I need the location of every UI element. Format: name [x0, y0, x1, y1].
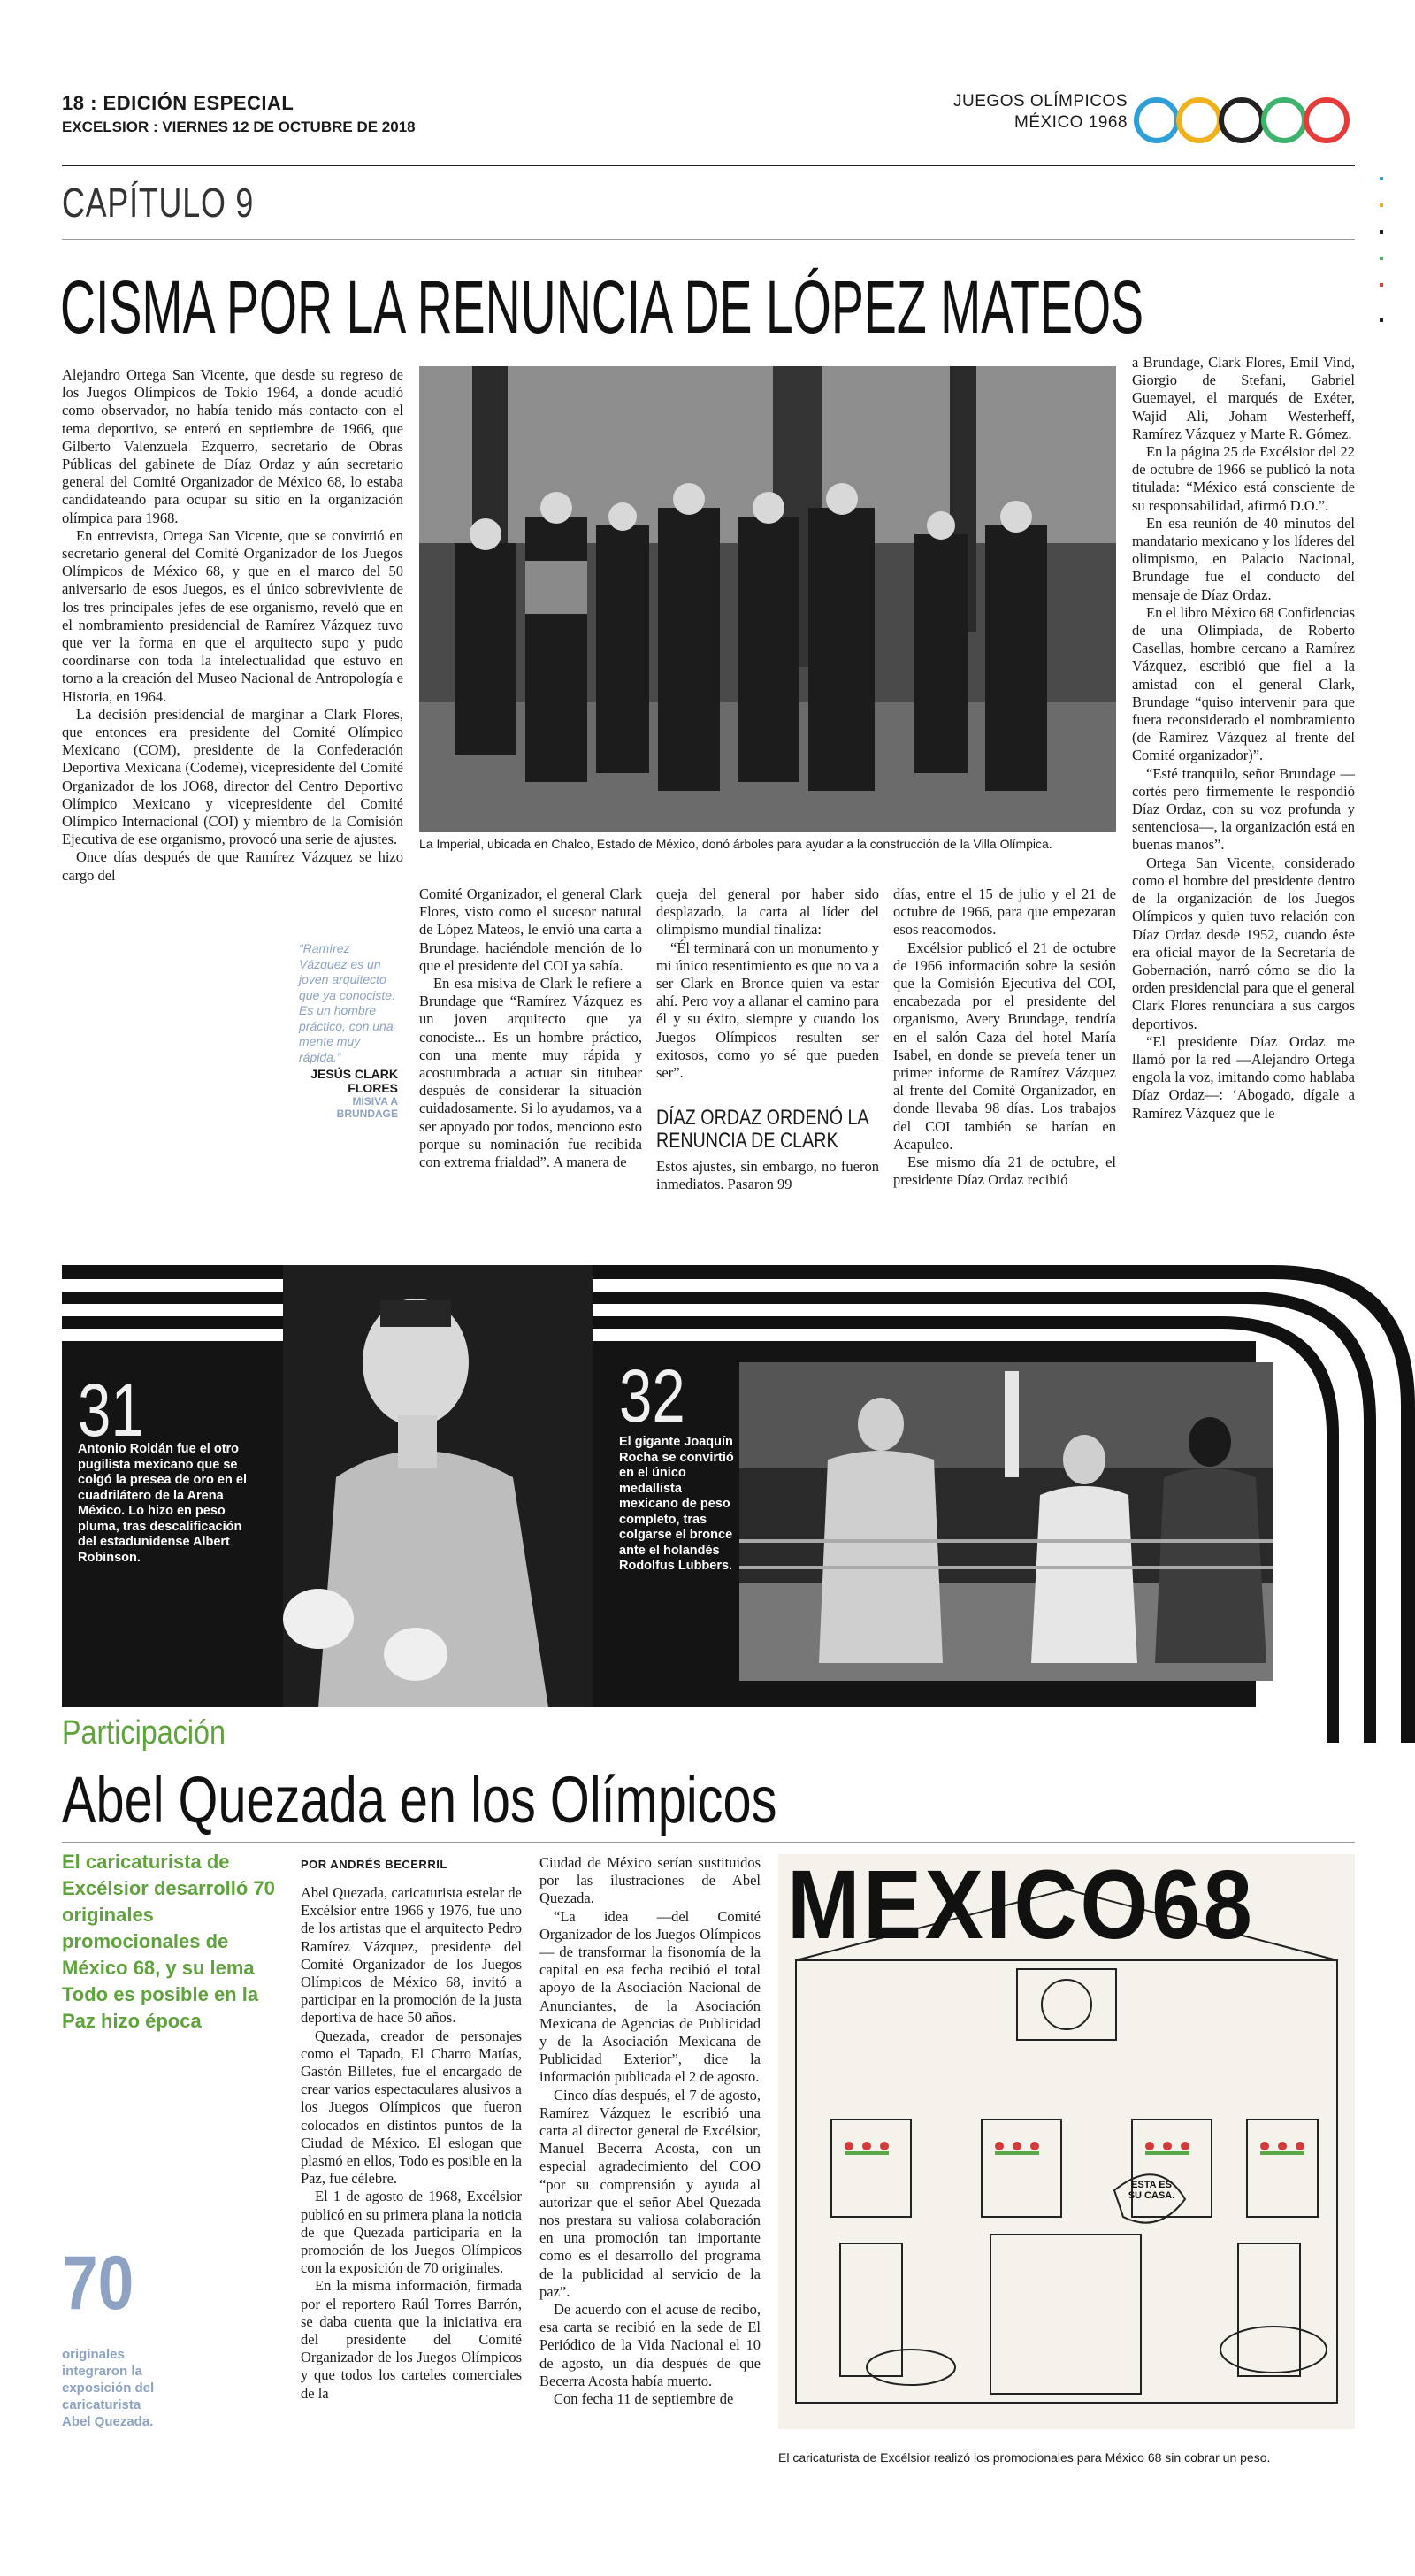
main-headline: CISMA POR LA RENUNCIA DE LÓPEZ MATEOS [60, 265, 1144, 349]
main-photo [419, 366, 1116, 832]
paragraph: De acuerdo con el acuse de recibo, esa carta se recibió en la sede de El Periódico de la Vida Nacional el 10 de agosto, un día después de que Becerra Acosta había muerto. [539, 2301, 761, 2389]
mexico68-poster [778, 1854, 1355, 2429]
paragraph: “El presidente Díaz Ordaz me llamó por la red —Alejandro Ortega engola la voz, imitando como hablaba Díaz Ordaz—: ‘Abogado, dígale a Ramírez Vázquez que le [1132, 1032, 1355, 1122]
header-section-label: 18 : EDICIÓN ESPECIAL [62, 92, 294, 114]
pullquote [299, 941, 398, 1120]
item32-number: 32 [619, 1354, 685, 1438]
byline: POR ANDRÉS BECERRIL [301, 1858, 447, 1871]
section2-headline: Abel Quezada en los Olímpicos [62, 1763, 777, 1836]
stat-text: originales integraron la exposición del caricaturista Abel Quezada. [62, 2347, 155, 2429]
paragraph: a Brundage, Clark Flores, Emil Vind, Giorgio de Stefani, Gabriel Guemayel, el marqués de Exéter, Wajid Ali, Joham Westerheff, Ramírez Vázquez y Marte R. Gómez. [1132, 354, 1355, 442]
item31-text: Antonio Roldán fue el otro pugilista mexicano que se colgó la presea de oro en el cuadrilátero de la Arena México. Lo hizo en peso pluma, tras descalificación del estadunidense Albert Robinson. [78, 1442, 247, 1565]
paragraph: Ortega San Vicente, considerado como el hombre del presidente dentro de la organización de los Juegos Olímpicos y quien tuvo relación con Díaz Ordaz desde 1952, cuando éste era oficial mayor de la Secretaría de Gobernación, narró cómo se dio la orden presidencial para que el general Clark Flores renunciara a sus cargos deportivos. [1132, 854, 1355, 1032]
paragraph: Cinco días después, el 7 de agosto, Ramírez Vázquez le escribió una carta al director general de Excélsior, Manuel Becerra Acosta, con un especial agradecimiento del COO “por su comprensión y ayuda al autorizar que el señor Abel Quezada nos prestara su valiosa colaboración en una promoción tan importante como es el desarrollo del programa de la publicidad al servicio de la paz”. [539, 2086, 761, 2300]
section2-kicker: Participación [62, 1714, 226, 1752]
header-brand-line2: MÉXICO 1968 [1014, 113, 1128, 132]
ring-yellow [1176, 97, 1222, 143]
forest-scene-illustration [419, 366, 1116, 832]
section2-column-a [301, 1884, 522, 2530]
paragraph: En esa reunión de 40 minutos del mandatario mexicano y los líderes del olimpismo, en Palacio Nacional, Brundage fue el conducto del mensaje de Díaz Ordaz. [1132, 514, 1355, 603]
paragraph: Excélsior publicó el 21 de octubre de 1966 información sobre la sesión que la Comisión Ejecutiva del COI, encabezada por el presidente del organismo, Avery Brundage, tendría en el salón Caza del hotel María Isabel, en donde se preveía tener un primer informe de Ramírez Vázquez al frente del Comité Organizador, en donde llevaba 98 días. Los trabajos del COI también se harían en Acapulco. [893, 939, 1116, 1153]
paragraph: Comité Organizador, el general Clark Flores, visto como el sucesor natural de López Mateos, le envió una carta a Brundage, haciéndole mención de lo que el presidente del COI ya sabía. [419, 886, 642, 974]
pullquote-name: JESÚS CLARK FLORES [310, 1067, 398, 1095]
section2-column-b [539, 1854, 761, 2530]
paragraph: Quezada, creador de personajes como el Tapado, El Charro Matías, Gastón Billetes, fue el encargado de crear varios espectaculares alusivos a los Juegos Olímpicos que fueron colocados en distintos puntos de la Ciudad de México. El eslogan que plasmó en ellos, Todo es posible en la Paz, fue célebre. [301, 2027, 522, 2188]
item31-number: 31 [78, 1368, 144, 1452]
paragraph: En la misma información, firmada por el reportero Raúl Torres Barrón, se daba cuenta que la iniciativa era del presidente del Comité Organizador de los Juegos Olímpicos y que todos los carteles comerciales de la [301, 2277, 522, 2402]
section2-rule [62, 1842, 1355, 1843]
paragraph: Alejandro Ortega San Vicente, que desde su regreso de los Juegos Olímpicos de Tokio 1964, a donde acudió como observador, no había tenido más contacto con el tema deportivo, se enteró en septiembre de 1966, que Gilberto Valenzuela Ezquerro, secretario de Obras Públicas del gabinete de Díaz Ordaz y aún secretario general del Comité Organizador de México 68, lo estaba candidateando para ocupar su sitio en la organización olímpica para 1968. [62, 366, 403, 526]
paragraph: queja del general por haber sido desplazado, la carta al líder del olimpismo mundial finaliza: [656, 886, 879, 939]
pullquote-role: MISIVA A BRUNDAGE [336, 1095, 398, 1120]
article-column-6 [1132, 354, 1355, 1211]
paragraph: En el libro México 68 Confidencias de una Olimpiada, de Roberto Casellas, hombre cercano a Ramírez Vázquez, escribió que fiel a la amistad con el general Clark, Brundage “quiso intervenir para que fuera reconsiderado el nombramiento (de Ramírez Vázquez al frente del Comité organizador)”. [1132, 603, 1355, 764]
paragraph: “Él terminará con un monumento y mi único resentimiento es que no va a ser Clark en Bronce quien va estar ahí. Pero voy a allanar el camino para él y su éxito, siempre y cuando los Juegos Olímpicos resulten ser exitosos, como yo sé que pueden ser”. [656, 939, 879, 1082]
article-column-5 [893, 886, 1116, 1211]
paragraph: En la página 25 de Excélsior del 22 de octubre de 1966 se publicó la nota titulada: “México está consciente de su responsabilidad, afirmó D.O.”. [1132, 443, 1355, 514]
article-column-3 [419, 886, 642, 1211]
paragraph: El 1 de agosto de 1968, Excélsior publicó en su primera plana la noticia de que Quezada participaría en la promoción de los Juegos Olímpicos con la exposición de 70 originales. [301, 2188, 522, 2277]
paragraph: La decisión presidencial de marginar a Clark Flores, que entonces era presidente del Comité Olímpico Mexicano (COM), presidente de la Confederación Deportiva Mexicana (Codeme), vicepresidente del Comité Organizador de los JO68, director del Centro Deportivo Olímpico Mexicano y vicepresidente del Comité Olímpico Internacional (COI) y miembro de la Comisión Ejecutiva de ese organismo, provocó una serie de ajustes. [62, 705, 403, 848]
subhead: DÍAZ ORDAZ ORDENÓ LA RENUNCIA DE CLARK [656, 1106, 868, 1154]
paragraph: Ese mismo día 21 de octubre, el presidente Díaz Ordaz recibió [893, 1154, 1116, 1189]
boxer-roldan-photo [283, 1265, 593, 1707]
ring-red [1304, 97, 1350, 143]
section2-deck: El caricaturista de Excélsior desarrolló 70 originales promocionales de México 68, y su lema Todo es posible en la Paz hizo época [62, 1851, 275, 2032]
paragraph: “Esté tranquilo, señor Brundage —cortés pero firmemente le respondió Díaz Ordaz, con su voz profunda y sentenciosa—, la organización está en buenas manos”. [1132, 764, 1355, 854]
chapter-label: CAPÍTULO 9 [62, 180, 255, 226]
article-column-4 [656, 886, 879, 1211]
edge-dots [1380, 177, 1385, 354]
paragraph: “La idea —del Comité Organizador de los Juegos Olímpicos— de transformar la fisonomía de la capital en esa fecha recibió el total apoyo de la Asociación Nacional de Anunciantes, de la Asociación Mexicana de Agencias de Publicidad y de la Asociación Mexicana de Publicidad Exterior”, dice la información publicada el 2 de agosto. [539, 1907, 761, 2086]
item32-text: El gigante Joaquín Rocha se convirtió en el único medallista mexicano de peso completo, tras colgarse el bronce ante el holandés Rodolfus Lubbers. [619, 1435, 734, 1573]
ring-green [1261, 97, 1307, 143]
ring-blue [1134, 97, 1180, 143]
paragraph: Abel Quezada, caricaturista estelar de Excélsior entre 1966 y 1976, fue uno de los artistas que el arquitecto Pedro Ramírez Vázquez, presidente del Comité Organizador de los Juegos Olímpicos de México 68, invitó a participar en la promoción de la justa deportiva de hace 50 años. [301, 1884, 522, 2027]
ring-black [1219, 97, 1265, 143]
paragraph: En esa misiva de Clark le refiere a Brundage que “Ramírez Vázquez es un joven arquitecto que ya conociste... Es un hombre práctico, con una mente muy rápida y acostumbrada a actuar sin titubear después de considerar la situación cuidadosamente. Si lo ayudamos, va a ser apoyado por todos, menciono esto porque su nominación fue recibida con extrema frialdad”. A manera de [419, 975, 642, 1171]
stat-number: 70 [62, 2241, 134, 2326]
pullquote-text: “Ramírez Vázquez es un joven arquitecto que ya conociste. Es un hombre práctico, con una mente muy rápida.” [299, 941, 395, 1064]
poster-caption: El caricaturista de Excélsior realizó los promocionales para México 68 sin cobrar un peso. [778, 2450, 1271, 2465]
header-brand-line1: JUEGOS OLÍMPICOS [953, 92, 1128, 111]
paragraph: Estos ajustes, sin embargo, no fueron inmediatos. Pasaron 99 [656, 1158, 879, 1193]
paragraph: Once días después de que Ramírez Vázquez se hizo cargo del [62, 848, 403, 884]
main-photo-caption: La Imperial, ubicada en Chalco, Estado de México, donó árboles para ayudar a la construcción de la Villa Olímpica. [419, 837, 1052, 851]
olympic-rings-icon [1134, 96, 1355, 142]
paragraph: Con fecha 11 de septiembre de [554, 2390, 734, 2408]
chapter-rule [62, 239, 1355, 240]
boxing-ring-photo [739, 1362, 1274, 1681]
paragraph: días, entre el 15 de julio y el 21 de octubre de 1966, para que empezaran esos reacomodos. [893, 886, 1116, 939]
paragraph: En entrevista, Ortega San Vicente, que se convirtió en secretario general del Comité Organizador de los Juegos Olímpicos de México 68, y que en el marco del 50 aniversario de esos Juegos, es el único sobreviviente de los tres principales jefes de ese organismo, reveló que en el nombramiento presidencial de Ramírez Vázquez tuvo que ver la forma en que el arquitecto supo y pudo coordinarse con toda la intelectualidad que estuvo en torno a la creación del Museo Nacional de Antropología e Historia, en 1964. [62, 526, 403, 705]
poster-bubble: ESTA ES SU CASA. [1128, 2180, 1175, 2201]
paragraph: Ciudad de México serían sustituidos por las ilustraciones de Abel Quezada. [539, 1854, 761, 1907]
header-rule [62, 165, 1355, 166]
poster-title: MEXICO68 [787, 1854, 1256, 1959]
header-dateline: EXCELSIOR : VIERNES 12 DE OCTUBRE DE 2018 [62, 119, 416, 135]
